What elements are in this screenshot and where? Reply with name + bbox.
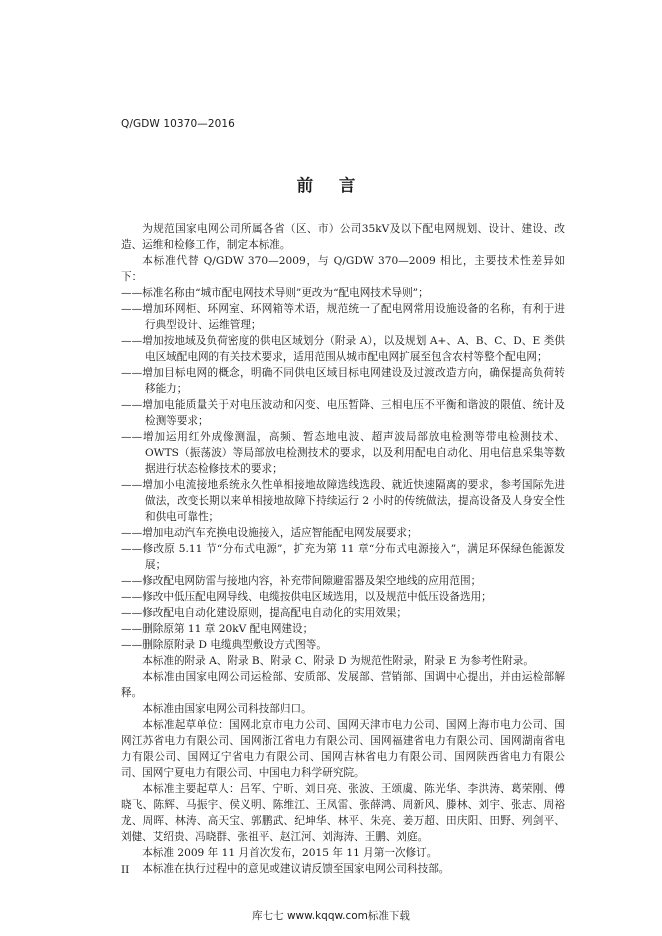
change-item-text: ——增加按地域及负荷密度的供电区域划分（附录 A），以及规划 A+、A、B、C、D、E 类供电区域配电网的有关技术要求，适用范围从城市配电网扩展至包含农村等整个配电网； [121, 335, 565, 363]
closing-paragraph: 本标准 2009 年 11 月首次发布，2015 年 11 月第一次修订。 [142, 847, 438, 859]
change-item [121, 333, 565, 365]
change-item-text: ——修改配电网防雷与接地内容，补充带间隙避雷器及架空地线的应用范围； [121, 575, 482, 587]
change-item-text: ——增加环网柜、环网室、环网箱等术语，规范统一了配电网常用设施设备的名称，有利于进行典型设计、运维管理； [121, 303, 565, 331]
section-title: 前 言 [296, 176, 366, 195]
document-code: Q/GDW 10370—2016 [121, 118, 235, 130]
closing-paragraph: 本标准起草单位：国网北京市电力公司、国网天津市电力公司、国网上海市电力公司、国网江苏省电力有限公司、国网浙江省电力有限公司、国网福建省电力有限公司、国网湖南省电力有限公司、国网辽宁省电力有限公司、国网吉林省电力有限公司、国网陕西省电力有限公司、国网宁夏电力有限公司、中国电力科学研究院。 [121, 719, 565, 779]
change-item [121, 573, 565, 589]
change-item-text: ——标准名称由“城市配电网技术导则”更改为“配电网技术导则”； [121, 287, 429, 299]
change-item [121, 365, 565, 397]
change-item [121, 477, 565, 525]
change-item [121, 541, 565, 573]
change-item-text: ——增加小电流接地系统永久性单相接地故障选线选段、就近快速隔离的要求，参考国际先进做法，改变长期以来单相接地故障下持续运行 2 小时的传统做法，提高设备及人身安全性和供电可靠性； [121, 479, 565, 523]
closing-paragraphs [121, 653, 565, 877]
change-item [121, 285, 565, 301]
change-item [121, 605, 565, 621]
change-item [121, 621, 565, 637]
closing-paragraph: 本标准的附录 A、附录 B、附录 C、附录 D 为规范性附录，附录 E 为参考性附录。 [142, 655, 534, 667]
footer-watermark: 库七七 www.kqqw.com标准下载 [252, 910, 410, 922]
change-item-text: ——修改中低压配电网导线、电缆按供电区域选用，以及规范中低压设备选用； [121, 591, 492, 603]
closing-paragraph: 本标准主要起草人：吕军、宁昕、刘日亮、张波、王颂虞、陈光华、李洪涛、葛荣刚、傅晓飞、陈辉、马振宇、侯义明、陈维江、王凤雷、张薛鸿、周新风、滕林、刘宇、张志、周裕龙、周晖、林涛、高天宝、郭鹏武、纪坤华、林平、朱亮、姜万超、田庆阳、田野、列剑平、刘健、艾绍贵、冯晓群、张祖平、赵江河、刘海涛、王鹏、刘庭。 [121, 783, 565, 843]
closing-paragraph: 本标准在执行过程中的意见或建议请反馈至国家电网公司科技部。 [142, 863, 450, 875]
intro-paragraph: 为规范国家电网公司所属各省（区、市）公司35kV及以下配电网规划、设计、建设、改造、运维和检修工作，制定本标准。 [121, 223, 565, 251]
change-item [121, 301, 565, 333]
change-item [121, 429, 565, 477]
replacement-note: 本标准代替 Q/GDW 370—2009，与 Q/GDW 370—2009 相比，主要技术性差异如下： [121, 255, 565, 283]
change-item-text: ——删除原第 11 章 20kV 配电网建设； [121, 623, 314, 635]
change-item-text: ——删除原附录 D 电缆典型敷设方式图等。 [121, 639, 327, 651]
change-item [121, 525, 565, 541]
change-item-text: ——修改配电自动化建设原则，提高配电自动化的实用效果； [121, 607, 408, 619]
closing-paragraph: 本标准由国家电网公司运检部、安质部、发展部、营销部、国调中心提出，并由运检部解释。 [121, 671, 565, 699]
change-item [121, 637, 565, 653]
change-item-text: ——增加目标电网的概念，明确不同供电区域目标电网建设及过渡改造方向，确保提高负荷转移能力； [121, 367, 565, 395]
change-item-text: ——增加电动汽车充换电设施接入，适应智能配电网发展要求； [121, 527, 418, 539]
change-item-text: ——增加运用红外成像测温，高频、暂态地电波、超声波局部放电检测等带电检测技术、OWTS（振荡波）等局部放电检测技术的要求，以及利用配电自动化、用电信息采集等数据进行状态检修技术的要求； [121, 431, 565, 475]
change-item [121, 397, 565, 429]
page-number: II [121, 864, 130, 876]
change-item-text: ——修改原 5.11 节“分布式电源”，扩充为第 11 章“分布式电源接入”，满足环保绿色能源发展； [121, 543, 565, 571]
change-item-text: ——增加电能质量关于对电压波动和闪变、电压暂降、三相电压不平衡和谐波的限值、统计及检测等要求； [121, 399, 565, 427]
change-item [121, 589, 565, 605]
change-list [121, 285, 565, 653]
preface-body [121, 221, 565, 877]
closing-paragraph: 本标准由国家电网公司科技部归口。 [142, 703, 312, 715]
